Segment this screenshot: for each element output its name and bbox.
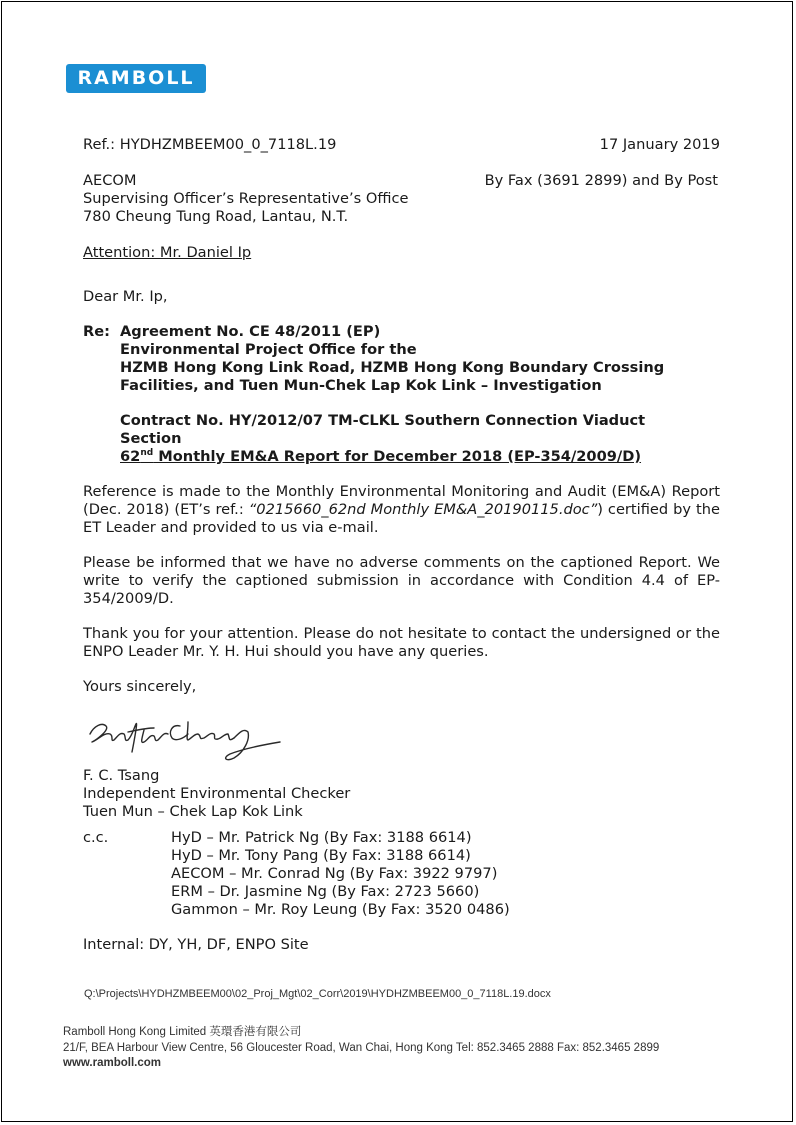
signer-title: Independent Environmental Checker [83, 785, 351, 802]
cc-entry-1: HyD – Mr. Patrick Ng (By Fax: 3188 6614) [171, 829, 472, 846]
footer-address: 21/F, BEA Harbour View Centre, 56 Gloucester Road, Wan Chai, Hong Kong Tel: 852.3465 2888 Fax: 852.3465 2899 [63, 1042, 660, 1054]
report-ordinal: nd [140, 448, 154, 459]
cc-entry-2: HyD – Mr. Tony Pang (By Fax: 3188 6614) [171, 847, 471, 864]
cc-entry-4: ERM – Dr. Jasmine Ng (By Fax: 2723 5660) [171, 883, 480, 900]
signer-project: Tuen Mun – Chek Lap Kok Link [83, 803, 303, 820]
re-project-line2: Facilities, and Tuen Mun-Chek Lap Kok Link – Investigation [120, 377, 602, 394]
salutation: Dear Mr. Ip, [83, 288, 168, 305]
addressee-company: AECOM [83, 172, 137, 189]
internal-distribution: Internal: DY, YH, DF, ENPO Site [83, 936, 309, 953]
re-report-title [120, 448, 641, 466]
file-path: Q:\Projects\HYDHZMBEEM00\02_Proj_Mgt\02_Corr\2019\HYDHZMBEEM00_0_7118L.19.docx [84, 988, 551, 1000]
re-contract-section: Section [120, 430, 182, 447]
cc-entry-3: AECOM – Mr. Conrad Ng (By Fax: 3922 9797) [171, 865, 498, 882]
para1-file-ref: “0215660_62nd Monthly EM&A_20190115.doc” [248, 501, 598, 518]
re-contract: Contract No. HY/2012/07 TM-CLKL Southern Connection Viaduct [120, 412, 646, 429]
addressee-street: 780 Cheung Tung Road, Lantau, N.T. [83, 208, 349, 225]
re-label: Re: [83, 323, 110, 340]
re-project-line: HZMB Hong Kong Link Road, HZMB Hong Kong Boundary Crossing [120, 359, 665, 376]
para1-text-end: ) certified by the ET Leader and provided to us via e-mail. [83, 501, 720, 536]
footer-website: www.ramboll.com [63, 1057, 161, 1069]
letter-date: 17 January 2019 [599, 136, 720, 153]
reference-number: Ref.: HYDHZMBEEM00_0_7118L.19 [83, 136, 337, 153]
report-title-rest: Monthly EM&A Report for December 2018 (EP-354/2009/D) [153, 448, 642, 465]
cc-label: c.c. [83, 829, 109, 846]
cc-entry-5: Gammon – Mr. Roy Leung (By Fax: 3520 0486) [171, 901, 510, 918]
delivery-method: By Fax (3691 2899) and By Post [484, 172, 718, 189]
attention-line: Attention: Mr. Daniel Ip [83, 244, 252, 261]
paragraph-no-comments: Please be informed that we have no adverse comments on the captioned Report. We write to verify the captioned submission in accordance with Condition 4.4 of EP-354/2009/D. [83, 554, 720, 607]
signature [84, 712, 284, 770]
closing: Yours sincerely, [83, 678, 197, 695]
report-number: 62 [120, 448, 141, 465]
paragraph-reference [83, 483, 720, 537]
footer-company: Ramboll Hong Kong Limited 英環香港有限公司 [63, 1026, 302, 1038]
re-project-office: Environmental Project Office for the [120, 341, 417, 358]
paragraph-thanks: Thank you for your attention. Please do not hesitate to contact the undersigned or the ENPO Leader Mr. Y. H. Hui should you have any queries. [83, 625, 720, 660]
re-agreement: Agreement No. CE 48/2011 (EP) [120, 323, 381, 340]
para1-text: Reference is made to the Monthly Environmental Monitoring and Audit (EM&A) Report (Dec. 2018) (ET’s ref.: [83, 483, 720, 518]
ramboll-logo: RAMBOLL [66, 64, 206, 93]
signer-name: F. C. Tsang [83, 767, 160, 784]
addressee-office: Supervising Officer’s Representative’s Office [83, 190, 409, 207]
